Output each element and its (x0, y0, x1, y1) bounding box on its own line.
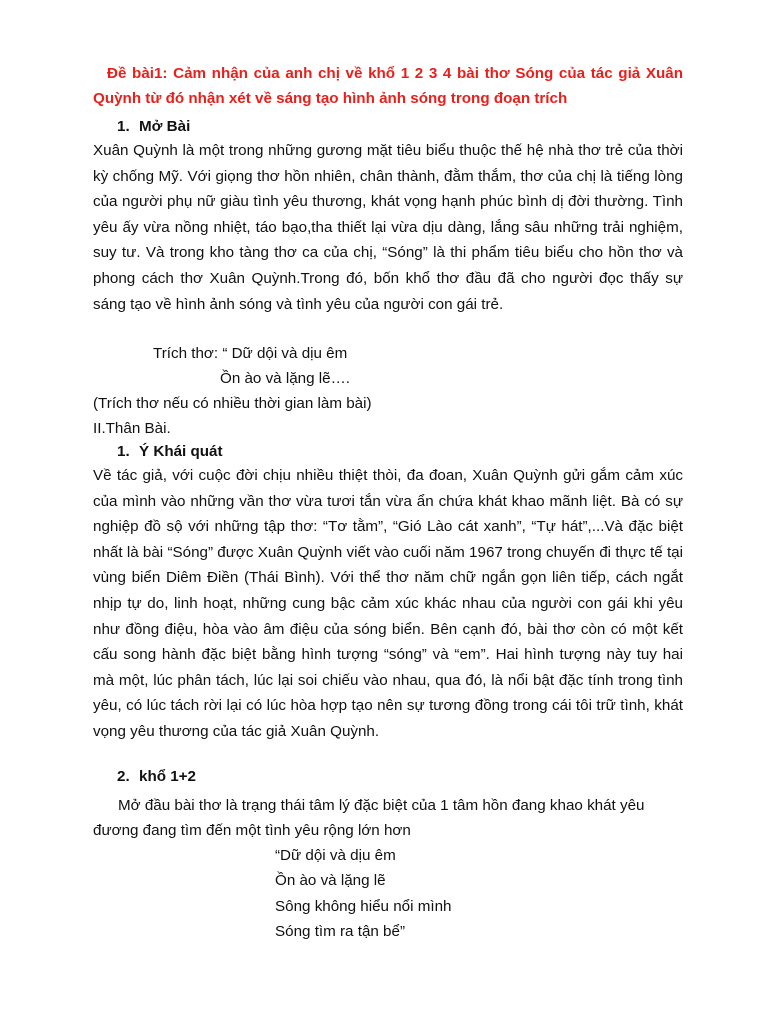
stanza-intro-line: đương đang tìm đến một tình yêu rộng lớn hơn (93, 822, 411, 839)
subsection-heading-stanza (117, 768, 196, 785)
poem-quote-line: Ồn ào và lặng lẽ…. (220, 370, 351, 387)
quote-note: (Trích thơ nếu có nhiều thời gian làm bài) (93, 395, 372, 412)
poem-line: Sóng tìm ra tận bể” (275, 922, 406, 940)
section-heading-intro (117, 118, 190, 135)
section-number: 1. (117, 118, 130, 135)
subsection-number: 2. (117, 768, 130, 785)
assignment-title: Đề bài1: Cảm nhận của anh chị về khổ 1 2 3 4 bài thơ Sóng của tác giả Xuân Quỳnh từ đó nhận xét về sáng tạo hình ảnh sóng trong đoạn trích (93, 65, 683, 107)
subsection-heading-overview (117, 443, 223, 460)
poem-line: “Dữ dội và dịu êm (275, 847, 396, 864)
stanza-intro-line: Mở đầu bài thơ là trạng thái tâm lý đặc biệt của 1 tâm hồn đang khao khát yêu (118, 797, 645, 814)
subsection-number: 1. (117, 443, 130, 460)
intro-paragraph: Xuân Quỳnh là một trong những gương mặt tiêu biểu thuộc thế hệ nhà thơ trẻ của thời kỳ chống Mỹ. Với giọng thơ hồn nhiên, chân thành, đằm thắm, thơ của chị là tiếng lòng của người phụ nữ giàu tình yêu thương, khát vọng hạnh phúc bình dị đời thường. Tình yêu ấy vừa nồng nhiệt, táo bạo,tha thiết lại vừa dịu dàng, lắng sâu những trải nghiệm, suy tư. Và trong kho tàng thơ ca của chị, “Sóng” là thi phẩm tiêu biểu cho hồn thơ và phong cách thơ Xuân Quỳnh.Trong đó, bốn khổ thơ đầu đã cho người đọc thấy sự sáng tạo về hình ảnh sóng và tình yêu của người con gái trẻ. (93, 142, 683, 313)
section-heading-text: Mở Bài (139, 118, 191, 135)
poem-quote-line: Trích thơ: “ Dữ dội và dịu êm (153, 345, 348, 362)
overview-paragraph: Về tác giả, với cuộc đời chịu nhiều thiệt thòi, đa đoan, Xuân Quỳnh gửi gắm cảm xúc của mình vào những vần thơ vừa tươi tắn vừa ẩn chứa khát khao mãnh liệt. Bà có sự nghiệp đồ sộ với những tập thơ: “Tơ tằm”, “Gió Lào cát xanh”, “Tự hát”,...Và đặc biệt nhất là bài “Sóng” được Xuân Quỳnh viết vào cuối năm 1967 trong chuyến đi thực tế tại vùng biển Diêm Điền (Thái Bình). Với thể thơ năm chữ ngắn gọn liên tiếp, cách ngắt nhịp tự do, linh hoạt, những cung bậc cảm xúc khác nhau của người con gái khi yêu như đồng điệu, hòa vào âm điệu của sóng biển. Bên cạnh đó, bài thơ còn có một kết cấu song hành đặc biệt bằng hình tượng “sóng” và “em”. Hai hình tượng này tuy hai mà một, lúc phân tách, lúc lại soi chiếu vào nhau, qua đó, là nổi bật đặc tính trong tình yêu, có lúc tách rời lại có lúc hòa hợp tạo nên sự tương đồng trong cái tôi trữ tình, khát vọng yêu thương của tác giả Xuân Quỳnh. (93, 467, 683, 740)
subsection-heading-text: Ý Khái quát (139, 443, 223, 460)
poem-line: Sông không hiểu nổi mình (275, 897, 452, 915)
poem-line: Ồn ào và lặng lẽ (275, 872, 386, 890)
poem-excerpt (275, 843, 451, 944)
section-heading-body: II.Thân Bài. (93, 420, 171, 437)
subsection-heading-text: khổ 1+2 (139, 768, 196, 785)
